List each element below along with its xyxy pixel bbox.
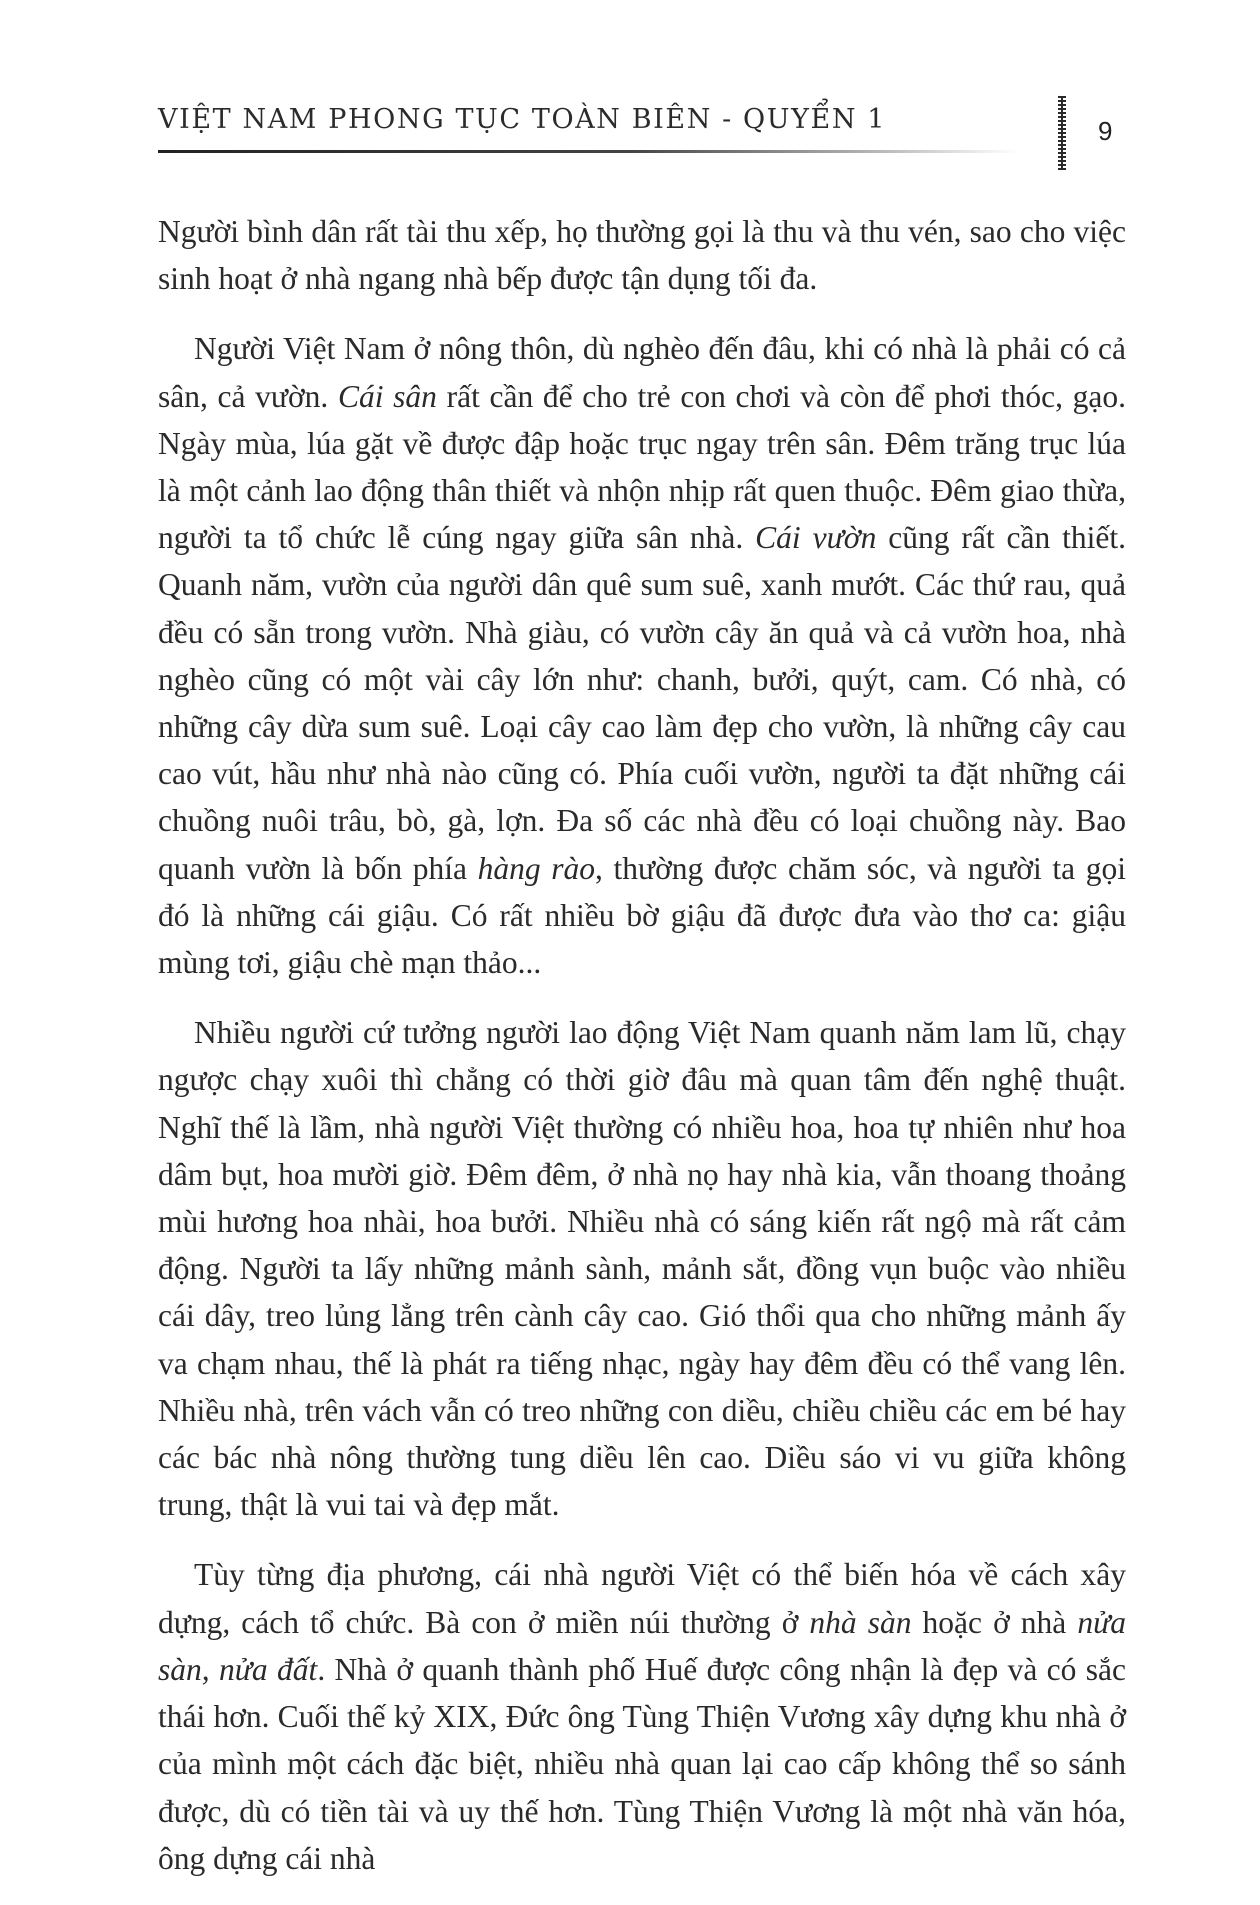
paragraph: [158, 325, 1126, 986]
text-run: Tùy từng địa phương, cái nhà người Việt có thể biến hóa về cách xây dựng, cách tổ chức. Bà con ở miền núi thường ở: [158, 1557, 1126, 1640]
italic-term: nửa sàn, nửa đất: [158, 1604, 1127, 1687]
text-run: cũng rất cần thiết. Quanh năm, vườn của người dân quê sum suê, xanh mướt. Các thứ rau, quả đều có sẵn trong vườn. Nhà giàu, có vườn cây ăn quả và cả vườn hoa, nhà nghèo cũng có một vài cây lớn như: chanh, bưởi, quýt, cam. Có nhà, có những cây dừa sum suê. Loại cây cao làm đẹp cho vườn, là những cây cau cao vút, hầu như nhà nào cũng có. Phía cuối vườn, người ta đặt những cái chuồng nuôi trâu, bò, gà, lợn. Đa số các nhà đều có loại chuồng này. Bao quanh vườn là bốn phía: [158, 520, 1126, 886]
body-text: [158, 208, 1126, 1905]
text-run: Người bình dân rất tài thu xếp, họ thường gọi là thu và thu vén, sao cho việc sinh hoạt ở nhà ngang nhà bếp được tận dụng tối đa.: [158, 214, 1126, 297]
italic-term: Cái vườn: [755, 520, 877, 556]
book-title: VIỆT NAM PHONG TỤC TOÀN BIÊN - QUYỂN 1: [158, 104, 887, 135]
paragraph: [158, 1551, 1126, 1881]
text-run: hoặc ở nhà: [911, 1604, 1078, 1640]
page-number: 9: [1098, 116, 1113, 146]
italic-term: hàng rào: [477, 850, 596, 886]
text-run: Nhiều người cứ tưởng người lao động Việt Nam quanh năm lam lũ, chạy ngược chạy xuôi thì chẳng có thời giờ đâu mà quan tâm đến nghệ thuật. Nghĩ thế là lầm, nhà người Việt thường có nhiều hoa, hoa tự nhiên như hoa dâm bụt, hoa mười giờ. Đêm đêm, ở nhà nọ hay nhà kia, vẫn thoang thoảng mùi hương hoa nhài, hoa bưởi. Nhiều nhà có sáng kiến rất ngộ mà rất cảm động. Người ta lấy những mảnh sành, mảnh sắt, đồng vụn buộc vào nhiều cái dây, treo lủng lẳng trên cành cây cao. Gió thổi qua cho những mảnh ấy va chạm nhau, thế là phát ra tiếng nhạc, ngày hay đêm đều có thể vang lên. Nhiều nhà, trên vách vẫn có treo những con diều, chiều chiều các em bé hay các bác nhà nông thường tung diều lên cao. Diều sáo vi vu giữa không trung, thật là vui tai và đẹp mắt.: [158, 1015, 1126, 1523]
text-run: Người Việt Nam ở nông thôn, dù nghèo đến đâu, khi có nhà là phải có cả sân, cả vườn.: [158, 331, 1126, 414]
header-separator-ornament: [1058, 96, 1066, 170]
text-run: rất cần để cho trẻ con chơi và còn để phơi thóc, gạo. Ngày mùa, lúa gặt về được đập hoặc trục ngay trên sân. Đêm trăng trục lúa là một cảnh lao động thân thiết và nhộn nhịp rất quen thuộc. Đêm giao thừa, người ta tổ chức lễ cúng ngay giữa sân nhà.: [158, 378, 1127, 556]
header-rule: [158, 150, 1018, 153]
running-header: [158, 104, 1058, 164]
paragraph: [158, 208, 1126, 302]
text-run: , thường được chăm sóc, và người ta gọi đó là những cái giậu. Có rất nhiều bờ giậu đã được đưa vào thơ ca: giậu mùng tơi, giậu chè mạn thảo...: [158, 850, 1126, 981]
paragraph: [158, 1009, 1126, 1528]
italic-term: nhà sàn: [809, 1604, 912, 1640]
italic-term: Cái sân: [337, 378, 437, 414]
text-run: . Nhà ở quanh thành phố Huế được công nhận là đẹp và có sắc thái hơn. Cuối thế kỷ XIX, Đức ông Tùng Thiện Vương xây dựng khu nhà ở của mình một cách đặc biệt, nhiều nhà quan lại cao cấp không thể so sánh được, dù có tiền tài và uy thế hơn. Tùng Thiện Vương là một nhà văn hóa, ông dựng cái nhà: [158, 1651, 1126, 1876]
